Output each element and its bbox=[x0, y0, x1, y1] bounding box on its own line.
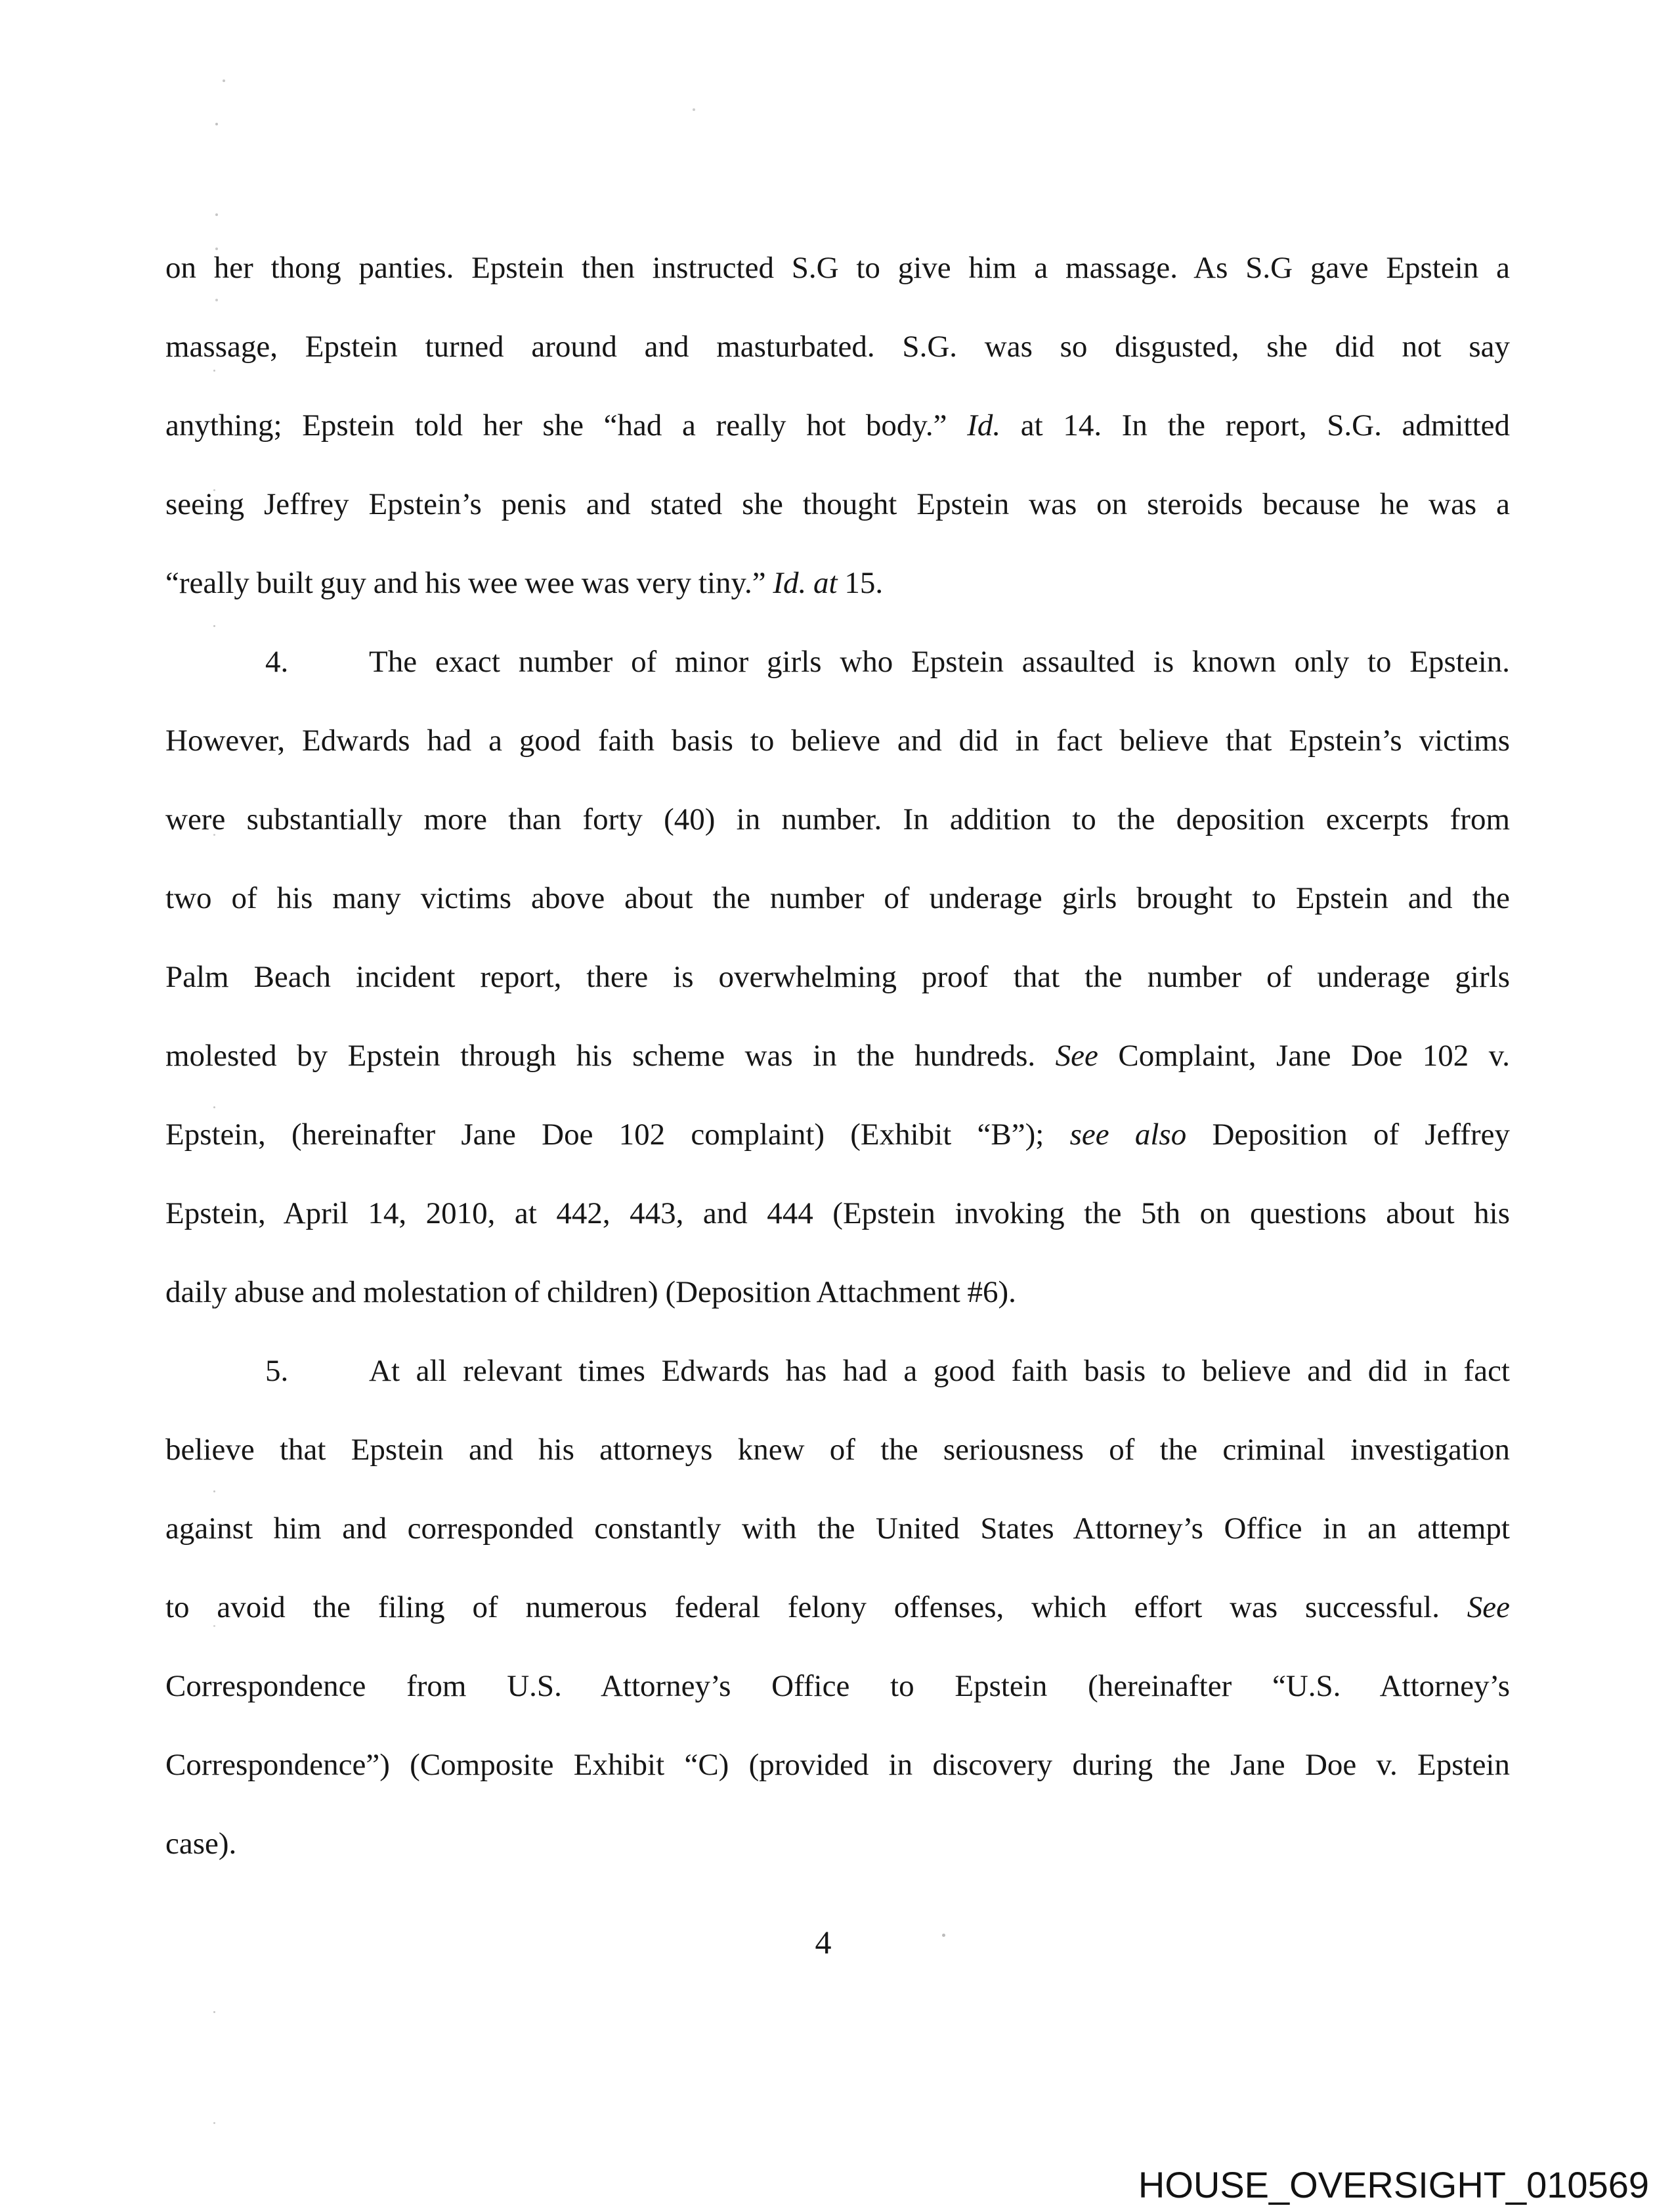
scan-speck bbox=[213, 1773, 215, 1775]
text-run: at 14. In the report, S.G. admitted bbox=[1000, 408, 1510, 443]
text-run: case). bbox=[165, 1827, 237, 1861]
scan-speck bbox=[213, 1490, 215, 1492]
text-line bbox=[165, 465, 1510, 544]
text-line bbox=[165, 1647, 1510, 1725]
scan-speck bbox=[213, 489, 215, 491]
text-line bbox=[165, 701, 1510, 780]
text-run: massage, Epstein turned around and masturbated. S.G. was so disgusted, she did not say bbox=[165, 330, 1510, 364]
scan-speck bbox=[213, 2122, 215, 2124]
text-run: two of his many victims above about the number of underage girls brought to Epstein and the bbox=[165, 881, 1510, 915]
text-line bbox=[265, 622, 1510, 701]
text-line bbox=[165, 307, 1510, 386]
text-run: Correspondence”) (Composite Exhibit “C) (provided in discovery during the Jane Doe v. Epstein bbox=[165, 1748, 1510, 1782]
scan-speck bbox=[213, 834, 215, 836]
text-run: to avoid the filing of numerous federal felony offenses, which effort was successful. bbox=[165, 1590, 1467, 1624]
text-line bbox=[165, 1016, 1510, 1095]
text-run: Complaint, Jane Doe 102 v. bbox=[1098, 1039, 1510, 1073]
text-run: were substantially more than forty (40) in number. In addition to the deposition excerpts from bbox=[165, 802, 1510, 836]
text-run: Palm Beach incident report, there is overwhelming proof that the number of underage girls bbox=[165, 960, 1510, 994]
scan-speck bbox=[215, 299, 218, 301]
text-run: believe that Epstein and his attorneys knew of the seriousness of the criminal investigation bbox=[165, 1433, 1510, 1467]
text-line bbox=[165, 1568, 1510, 1647]
scan-speck bbox=[215, 123, 218, 125]
text-run: Epstein, (hereinafter Jane Doe 102 complaint) (Exhibit “B”); bbox=[165, 1117, 1070, 1152]
citation-italic: See bbox=[1055, 1039, 1098, 1073]
text-line bbox=[165, 859, 1510, 938]
scan-speck bbox=[213, 625, 215, 627]
bates-stamp: HOUSE_OVERSIGHT_010569 bbox=[1138, 2164, 1649, 2205]
paragraph-number: 5. bbox=[265, 1354, 289, 1388]
text-line bbox=[165, 1725, 1510, 1804]
text-run: The exact number of minor girls who Epstein assaulted is known only to Epstein. bbox=[369, 645, 1510, 679]
text-run: 15. bbox=[837, 566, 884, 600]
scan-speck bbox=[213, 1106, 215, 1108]
citation-italic: Id. bbox=[967, 408, 1001, 443]
text-run: At all relevant times Edwards has had a good faith basis to believe and did in fact bbox=[369, 1354, 1510, 1388]
citation-italic: See bbox=[1467, 1590, 1510, 1624]
text-line bbox=[165, 1410, 1510, 1489]
text-line bbox=[165, 1489, 1510, 1568]
scan-speck bbox=[213, 978, 215, 980]
text-run: daily abuse and molestation of children) (Deposition Attachment #6). bbox=[165, 1275, 1016, 1309]
text-line bbox=[165, 228, 1510, 307]
text-line bbox=[165, 1095, 1510, 1174]
text-run: Correspondence from U.S. Attorney’s Office to Epstein (hereinafter “U.S. Attorney’s bbox=[165, 1669, 1510, 1703]
document-body bbox=[165, 228, 1510, 1883]
text-line bbox=[165, 1804, 1510, 1883]
citation-italic: see also bbox=[1069, 1117, 1187, 1152]
text-line bbox=[265, 1332, 1510, 1410]
text-line bbox=[165, 1253, 1510, 1332]
text-run: Epstein, April 14, 2010, at 442, 443, and 444 (Epstein invoking the 5th on questions about his bbox=[165, 1196, 1510, 1230]
scan-speck bbox=[693, 108, 695, 111]
text-line bbox=[165, 1174, 1510, 1253]
scan-speck bbox=[942, 1934, 945, 1937]
scan-speck bbox=[213, 1307, 215, 1309]
scan-speck bbox=[223, 79, 225, 82]
text-line bbox=[165, 780, 1510, 859]
citation-italic: Id. at bbox=[773, 566, 838, 600]
scan-speck bbox=[215, 248, 218, 250]
text-run: against him and corresponded constantly with the United States Attorney’s Office in an attempt bbox=[165, 1511, 1510, 1546]
scan-speck bbox=[213, 1625, 215, 1627]
text-run: anything; Epstein told her she “had a really hot body.” bbox=[165, 408, 968, 443]
text-line bbox=[165, 544, 1510, 622]
scan-speck bbox=[213, 2011, 215, 2013]
scan-speck bbox=[215, 213, 218, 216]
text-run: molested by Epstein through his scheme was in the hundreds. bbox=[165, 1039, 1056, 1073]
text-run: Deposition of Jeffrey bbox=[1186, 1117, 1510, 1152]
text-run: on her thong panties. Epstein then instructed S.G to give him a massage. As S.G gave Epstein a bbox=[165, 251, 1510, 285]
page-number: 4 bbox=[815, 1924, 832, 1961]
text-run: seeing Jeffrey Epstein’s penis and stated she thought Epstein was on steroids because he was a bbox=[165, 487, 1510, 521]
text-line bbox=[165, 938, 1510, 1016]
text-run: “really built guy and his wee wee was very tiny.” bbox=[165, 566, 773, 600]
text-line bbox=[165, 386, 1510, 465]
paragraph-number: 4. bbox=[265, 645, 289, 679]
text-run: However, Edwards had a good faith basis to believe and did in fact believe that Epstein’s victims bbox=[165, 724, 1510, 758]
scan-speck bbox=[213, 370, 215, 372]
